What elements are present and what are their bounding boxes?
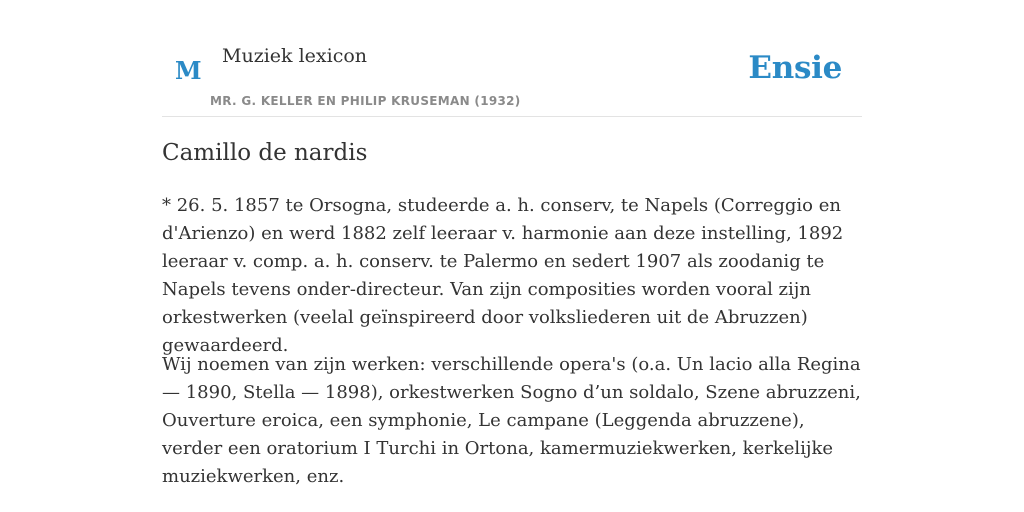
page-container bbox=[162, 0, 862, 487]
entry-paragraph: Wij noemen van zijn werken: verschillende opera's (o.a. Un lacio alla Regina — 1890, Stella — 1898), orkestwerken Sogno d’un soldalo, Szene abruzzeni, Ouverture eroica, een symphonie, Le campane (Leggenda abruzzene), verder een oratorium I Turchi in Ortona, kamermuziekwerken, kerkelijke muziekwerken, enz. bbox=[162, 354, 861, 487]
ensie-brand-logo[interactable]: Ensie bbox=[748, 50, 842, 86]
entry-title: Camillo de nardis bbox=[162, 140, 368, 166]
book-authors: MR. G. KELLER EN PHILIP KRUSEMAN (1932) bbox=[210, 94, 521, 108]
book-title-link[interactable]: Muziek lexicon bbox=[222, 45, 368, 67]
book-header bbox=[162, 0, 862, 117]
book-logo[interactable]: M bbox=[175, 56, 202, 85]
entry-paragraph: * 26. 5. 1857 te Orsogna, studeerde a. h. conserv, te Napels (Correggio en d'Arienzo) en werd 1882 zelf leeraar v. harmonie aan deze instelling, 1892 leeraar v. comp. a. h. conserv. te Palermo en sedert 1907 als zoodanig te Napels tevens onder-directeur. Van zijn composities worden vooral zijn orkestwerken (veelal geïnspireerd door volksliederen uit de Abruzzen) gewaardeerd. bbox=[162, 195, 844, 356]
